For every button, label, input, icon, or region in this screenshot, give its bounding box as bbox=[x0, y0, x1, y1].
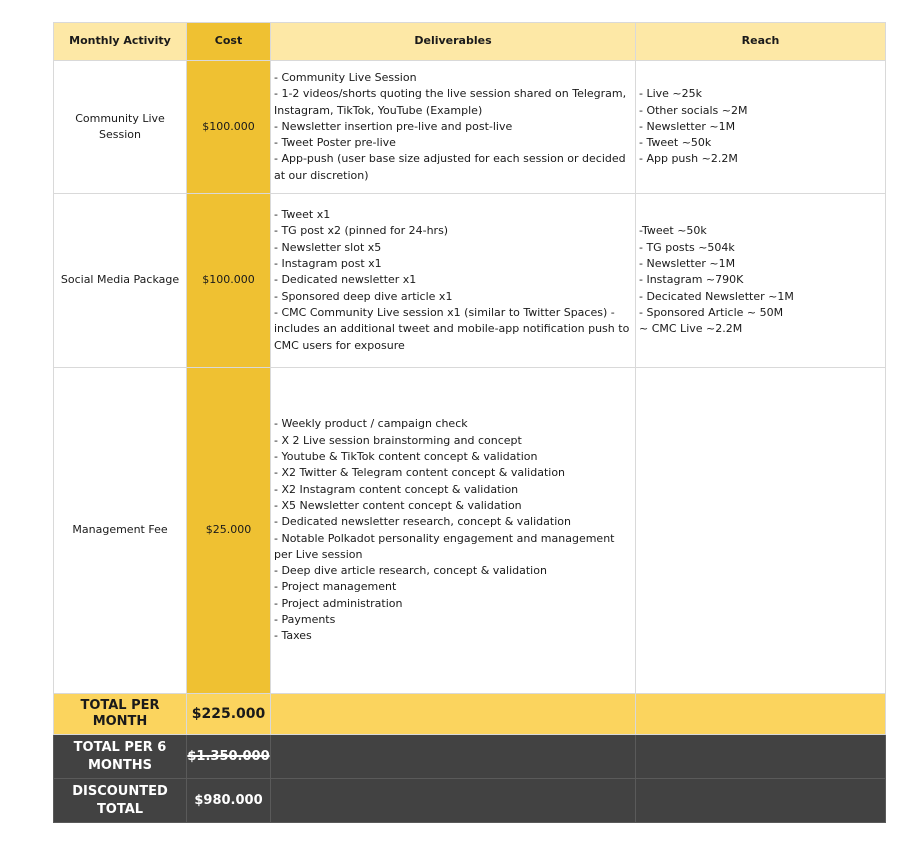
empty-cell bbox=[271, 694, 636, 735]
activity-cell: Community Live Session bbox=[54, 61, 187, 194]
list-line: - Weekly product / campaign check bbox=[274, 417, 468, 431]
list-line: - Tweet Poster pre-live bbox=[274, 136, 396, 150]
list-line: - Other socials ~2M bbox=[639, 103, 748, 117]
list-line: - Decicated Newsletter ~1M bbox=[639, 289, 794, 303]
reach-cell bbox=[636, 61, 886, 194]
list-line: ~ CMC Live ~2.2M bbox=[639, 322, 743, 336]
total-per-month-label: TOTAL PER MONTH bbox=[54, 694, 187, 735]
reach-cell bbox=[636, 194, 886, 368]
empty-cell bbox=[636, 694, 886, 735]
total-per-month-value: $225.000 bbox=[187, 694, 271, 735]
table-row bbox=[54, 194, 886, 368]
header-activity: Monthly Activity bbox=[54, 23, 187, 61]
table-row bbox=[54, 61, 886, 194]
empty-cell bbox=[271, 779, 636, 823]
list-line: - CMC Community Live session x1 (similar to Twitter Spaces) - includes an additional tweet and mobile-app notification push to CMC users for exposure bbox=[274, 305, 630, 352]
discounted-total-row bbox=[54, 779, 886, 823]
activity-cell: Social Media Package bbox=[54, 194, 187, 368]
list-line: - Project management bbox=[274, 580, 397, 594]
deliverables-cell bbox=[271, 194, 636, 368]
list-line: - Newsletter ~1M bbox=[639, 119, 736, 133]
list-line: - Newsletter ~1M bbox=[639, 257, 736, 271]
list-line: -Tweet ~50k bbox=[639, 224, 707, 238]
list-line: - App push ~2.2M bbox=[639, 152, 738, 166]
total-per-6-months-row bbox=[54, 735, 886, 779]
total-per-6-months-label: TOTAL PER 6 MONTHS bbox=[54, 735, 187, 779]
list-line: - Sponsored deep dive article x1 bbox=[274, 289, 453, 303]
list-line: - Dedicated newsletter x1 bbox=[274, 273, 417, 287]
cost-cell: $100.000 bbox=[187, 61, 271, 194]
reach-cell bbox=[636, 368, 886, 694]
list-line: - X2 Twitter & Telegram content concept & validation bbox=[274, 466, 566, 480]
list-line: - Deep dive article research, concept & validation bbox=[274, 564, 547, 578]
list-line: - Youtube & TikTok content concept & validation bbox=[274, 450, 538, 464]
header-cost: Cost bbox=[187, 23, 271, 61]
discounted-total-value: $980.000 bbox=[187, 779, 271, 823]
list-line: - Live ~25k bbox=[639, 87, 703, 101]
deliverables-cell bbox=[271, 368, 636, 694]
header-reach: Reach bbox=[636, 23, 886, 61]
list-line: - 1-2 videos/shorts quoting the live session shared on Telegram, Instagram, TikTok, YouTube (Example) bbox=[274, 87, 627, 117]
total-per-6-months-value bbox=[187, 735, 271, 779]
list-line: - Instagram post x1 bbox=[274, 257, 382, 271]
empty-cell bbox=[271, 735, 636, 779]
list-line: - Tweet x1 bbox=[274, 208, 331, 222]
list-line: - Project administration bbox=[274, 596, 403, 610]
list-line: - X 2 Live session brainstorming and concept bbox=[274, 433, 522, 447]
list-line: - X2 Instagram content concept & validation bbox=[274, 482, 519, 496]
list-line: - Payments bbox=[274, 612, 336, 626]
list-line: - Sponsored Article ~ 50M bbox=[639, 305, 784, 319]
list-line: - App-push (user base size adjusted for each session or decided at our discretion) bbox=[274, 152, 626, 182]
pricing-table bbox=[53, 22, 886, 823]
activity-cell: Management Fee bbox=[54, 368, 187, 694]
discounted-total-label: DISCOUNTED TOTAL bbox=[54, 779, 187, 823]
list-line: - Newsletter slot x5 bbox=[274, 240, 382, 254]
list-line: - Taxes bbox=[274, 629, 312, 643]
total-per-month-row bbox=[54, 694, 886, 735]
list-line: - Newsletter insertion pre-live and post-live bbox=[274, 119, 513, 133]
list-line: - TG posts ~504k bbox=[639, 240, 735, 254]
list-line: - Community Live Session bbox=[274, 70, 417, 84]
list-line: - Notable Polkadot personality engagement and management per Live session bbox=[274, 531, 615, 561]
cost-cell: $25.000 bbox=[187, 368, 271, 694]
deliverables-cell bbox=[271, 61, 636, 194]
list-line: - TG post x2 (pinned for 24-hrs) bbox=[274, 224, 449, 238]
list-line: - Dedicated newsletter research, concept & validation bbox=[274, 515, 571, 529]
header-deliverables: Deliverables bbox=[271, 23, 636, 61]
empty-cell bbox=[636, 779, 886, 823]
list-line: - Tweet ~50k bbox=[639, 136, 712, 150]
table-row bbox=[54, 368, 886, 694]
header-row bbox=[54, 23, 886, 61]
empty-cell bbox=[636, 735, 886, 779]
list-line: - Instagram ~790K bbox=[639, 273, 744, 287]
cost-cell: $100.000 bbox=[187, 194, 271, 368]
strikethrough-price: $1.350.000 bbox=[187, 748, 270, 764]
list-line: - X5 Newsletter content concept & validation bbox=[274, 498, 522, 512]
